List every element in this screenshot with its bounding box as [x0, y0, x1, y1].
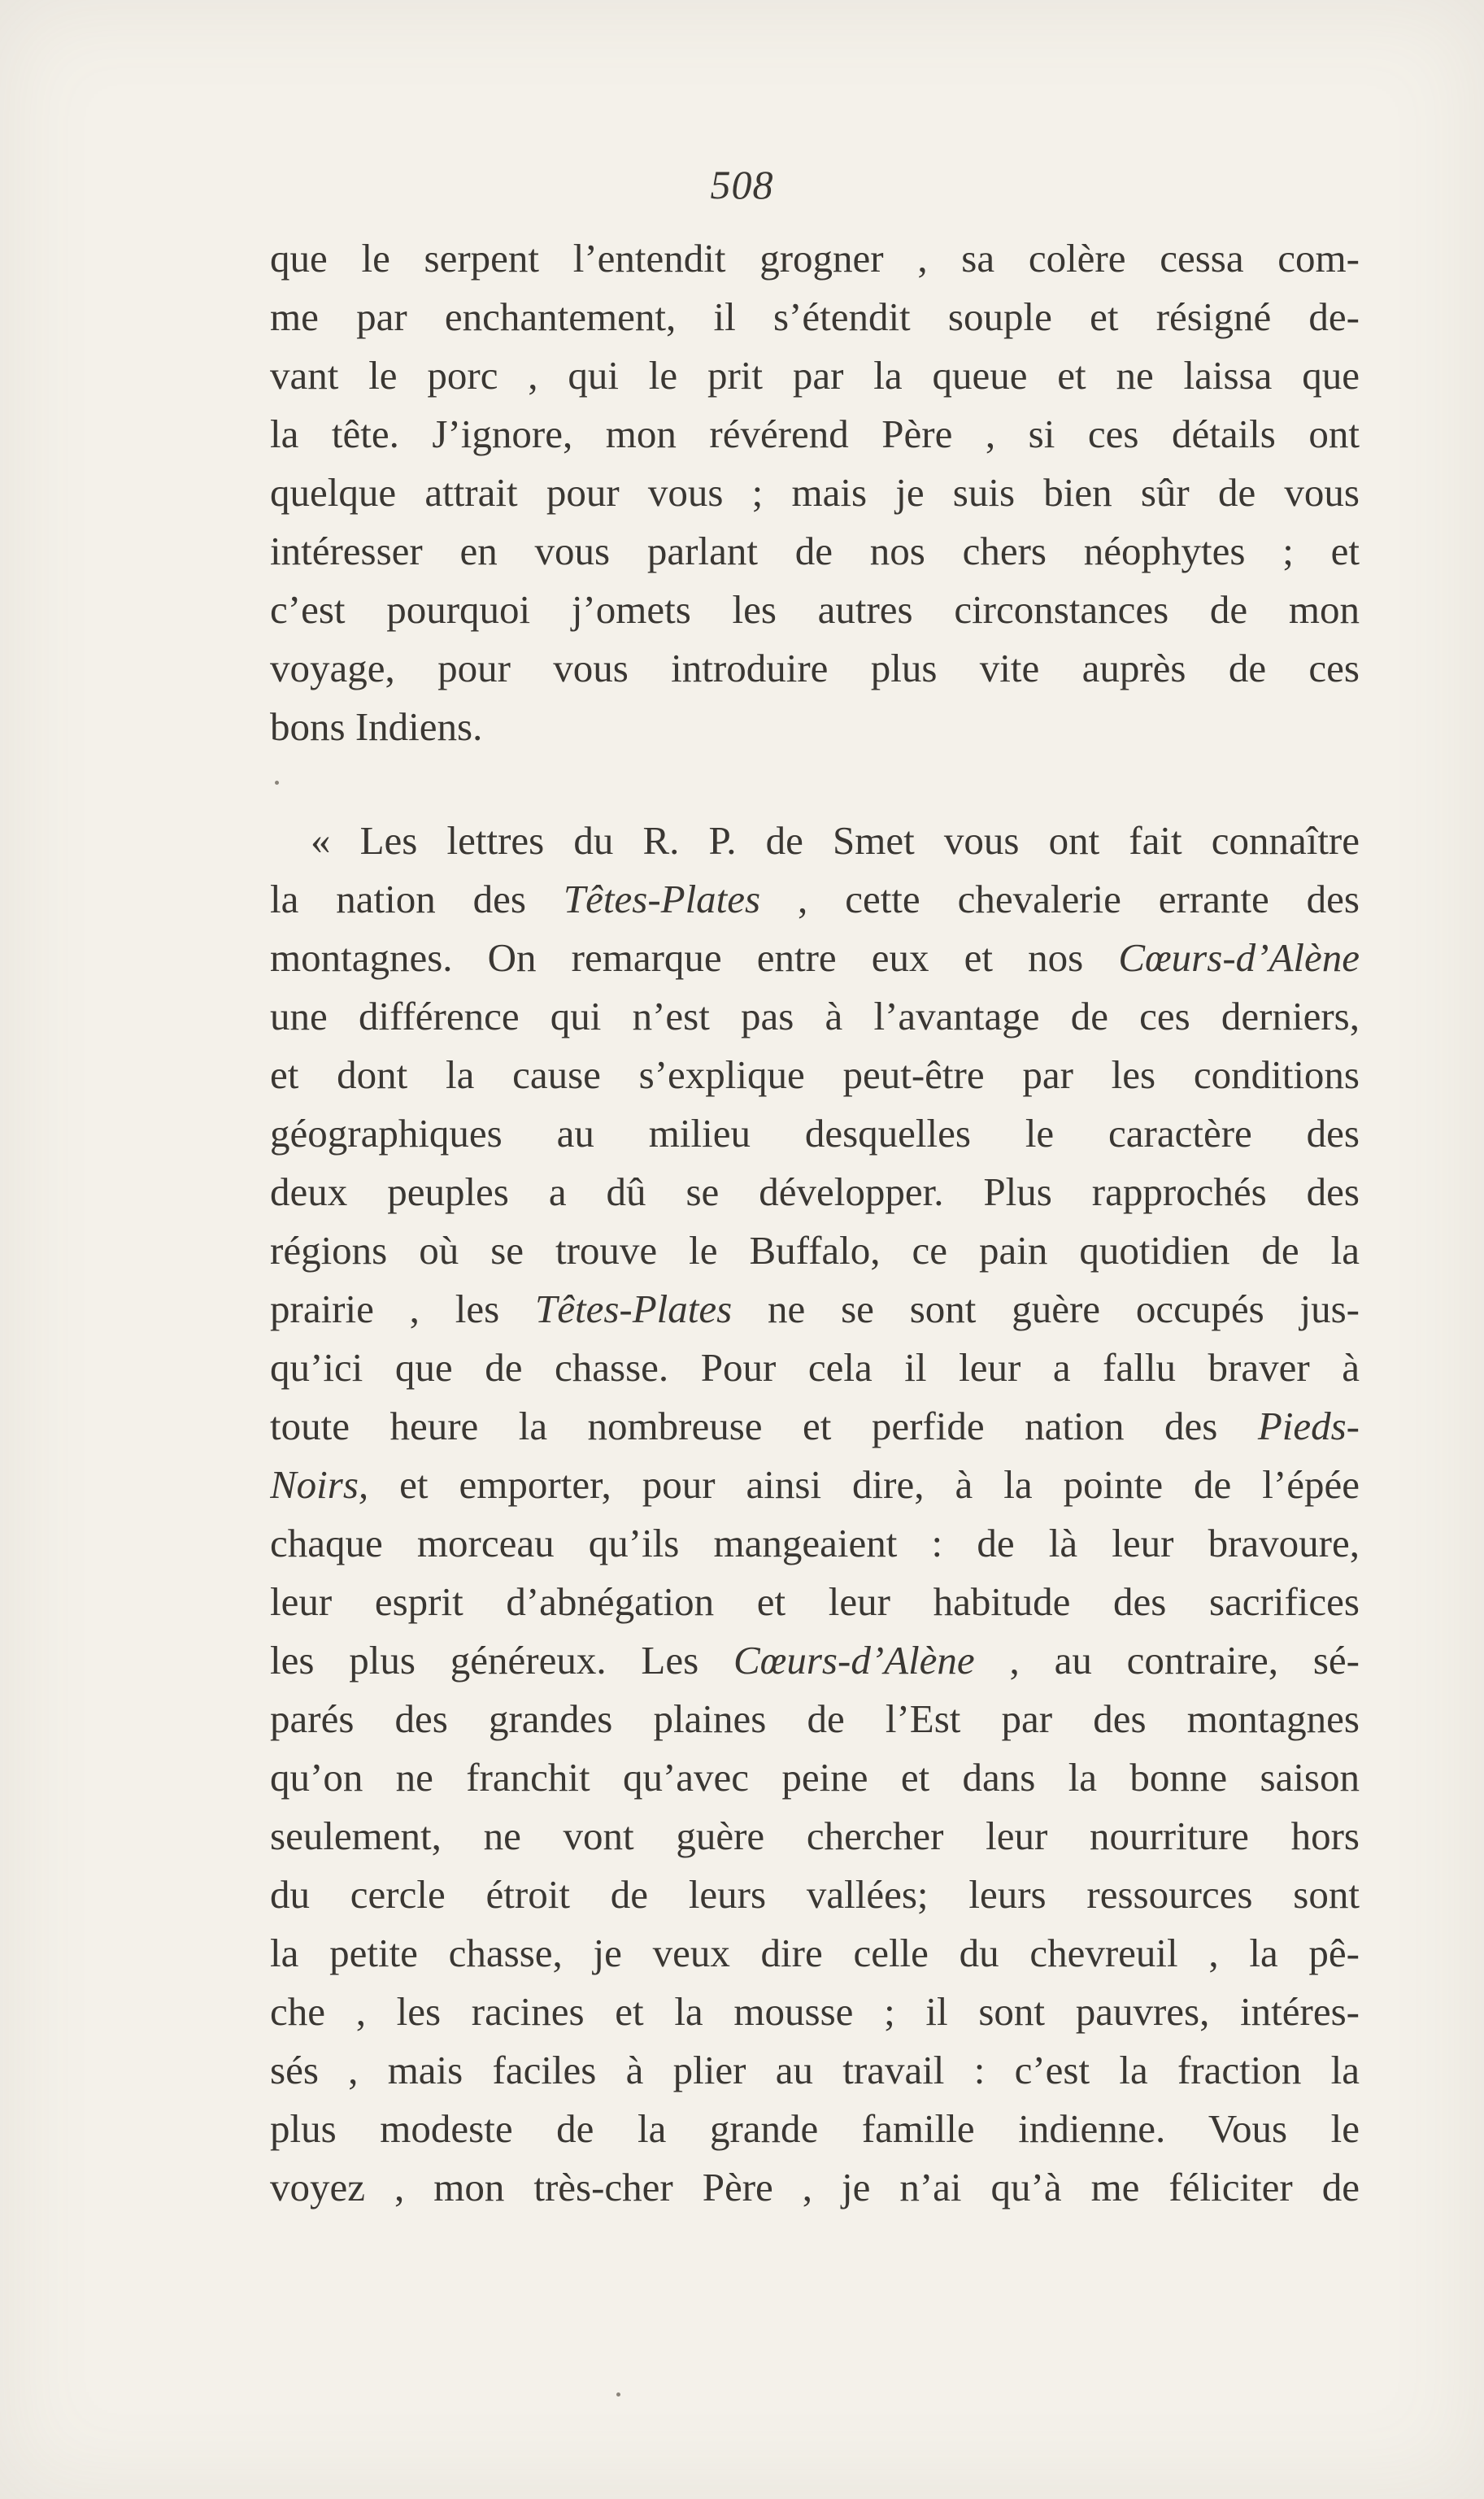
- paragraph-gap: [270, 756, 1360, 812]
- italic-run: Cœurs-d’Alène: [1118, 935, 1360, 980]
- text-line: [270, 1339, 1360, 1397]
- text-line: quelque attrait pour vous ; mais je suis bien sûr de vous: [270, 470, 1360, 515]
- text-run: et emporter, pour ainsi dire, à la pointe de l’épée: [368, 1462, 1360, 1507]
- text-line: [270, 1866, 1360, 1924]
- italic-run: Noirs,: [270, 1462, 369, 1507]
- text-run: et dont la cause s’explique peut-être par les conditions: [270, 1052, 1360, 1097]
- text-line: c’est pourquoi j’omets les autres circonstances de mon: [270, 587, 1360, 632]
- text-run: montagnes. On remarque entre eux et nos: [270, 935, 1119, 980]
- text-line: [270, 1397, 1360, 1456]
- text-run: che , les racines et la mousse ; il sont pauvres, intéres-: [270, 1989, 1360, 2034]
- text-run: qu’on ne franchit qu’avec peine et dans la bonne saison: [270, 1755, 1360, 1800]
- text-run: ne se sont guère occupés jus-: [732, 1287, 1360, 1331]
- text-line: [270, 1748, 1360, 1807]
- text-line: [270, 812, 1360, 870]
- text-line: [270, 1221, 1360, 1280]
- text-line: [270, 870, 1360, 929]
- text-line: voyage, pour vous introduire plus vite auprès de ces: [270, 646, 1360, 690]
- text-line: que le serpent l’entendit grogner , sa colère cessa com-: [270, 236, 1360, 281]
- text-run: la nation des: [270, 877, 564, 921]
- text-run: seulement, ne vont guère chercher leur nourriture hors: [270, 1813, 1360, 1858]
- text-line: [270, 2041, 1360, 2100]
- text-run: les plus généreux. Les: [270, 1638, 733, 1683]
- text-line: [270, 1280, 1360, 1339]
- text-line: [270, 1573, 1360, 1631]
- text-run: qu’ici que de chasse. Pour cela il leur a fallu braver à: [270, 1345, 1360, 1390]
- text-line: [270, 929, 1360, 987]
- text-line: intéresser en vous parlant de nos chers néophytes ; et: [270, 529, 1360, 573]
- text-line: [270, 1104, 1360, 1163]
- body-text: [270, 229, 1360, 2217]
- paragraph-2: [270, 812, 1360, 2217]
- text-line: [270, 2100, 1360, 2158]
- ink-speck: [275, 781, 279, 785]
- text-line: me par enchantement, il s’étendit souple et résigné de-: [270, 294, 1360, 339]
- text-run: « Les lettres du R. P. de Smet vous ont fait connaître: [311, 818, 1360, 863]
- ink-speck: [616, 2392, 620, 2397]
- text-run: toute heure la nombreuse et perfide nation des: [270, 1404, 1258, 1448]
- text-run: une différence qui n’est pas à l’avantage de ces derniers,: [270, 994, 1360, 1038]
- text-line: bons Indiens.: [270, 704, 483, 749]
- paragraph-1: [270, 229, 1360, 756]
- text-line: vant le porc , qui le prit par la queue et ne laissa que: [270, 353, 1360, 398]
- text-line: [270, 1983, 1360, 2041]
- text-run: , au contraire, sé-: [974, 1638, 1360, 1683]
- text-run: plus modeste de la grande famille indienne. Vous le: [270, 2106, 1360, 2151]
- text-line: [270, 1163, 1360, 1221]
- text-line: [270, 1514, 1360, 1573]
- text-run: , cette chevalerie errante des: [760, 877, 1360, 921]
- text-run: deux peuples a dû se développer. Plus rapprochés des: [270, 1169, 1360, 1214]
- text-line: [270, 1690, 1360, 1748]
- text-line: [270, 1631, 1360, 1690]
- text-line: [270, 1924, 1360, 1983]
- text-run: leur esprit d’abnégation et leur habitude des sacrifices: [270, 1579, 1360, 1624]
- text-line: [270, 1807, 1360, 1866]
- text-run: la petite chasse, je veux dire celle du chevreuil , la pê-: [270, 1931, 1360, 1975]
- text-run: du cercle étroit de leurs vallées; leurs ressources sont: [270, 1872, 1360, 1917]
- text-line: [270, 1046, 1360, 1104]
- text-run: géographiques au milieu desquelles le caractère des: [270, 1111, 1360, 1156]
- text-run: parés des grandes plaines de l’Est par des montagnes: [270, 1696, 1360, 1741]
- text-line: [270, 987, 1360, 1046]
- italic-run: Têtes-Plates: [563, 877, 761, 921]
- text-run: régions où se trouve le Buffalo, ce pain quotidien de la: [270, 1228, 1360, 1273]
- italic-run: Pieds-: [1257, 1404, 1360, 1448]
- text-run: sés , mais faciles à plier au travail : c’est la fraction la: [270, 2048, 1360, 2092]
- italic-run: Cœurs-d’Alène: [733, 1638, 975, 1683]
- text-run: prairie , les: [270, 1287, 535, 1331]
- text-run: voyez , mon très-cher Père , je n’ai qu’à me féliciter de: [270, 2165, 1360, 2209]
- italic-run: Têtes-Plates: [534, 1287, 733, 1331]
- text-run: chaque morceau qu’ils mangeaient : de là leur bravoure,: [270, 1521, 1360, 1565]
- text-line: [270, 1456, 1360, 1514]
- text-line: la tête. J’ignore, mon révérend Père , si ces détails ont: [270, 411, 1360, 456]
- page-number: 508: [710, 162, 774, 207]
- text-line: [270, 2158, 1360, 2217]
